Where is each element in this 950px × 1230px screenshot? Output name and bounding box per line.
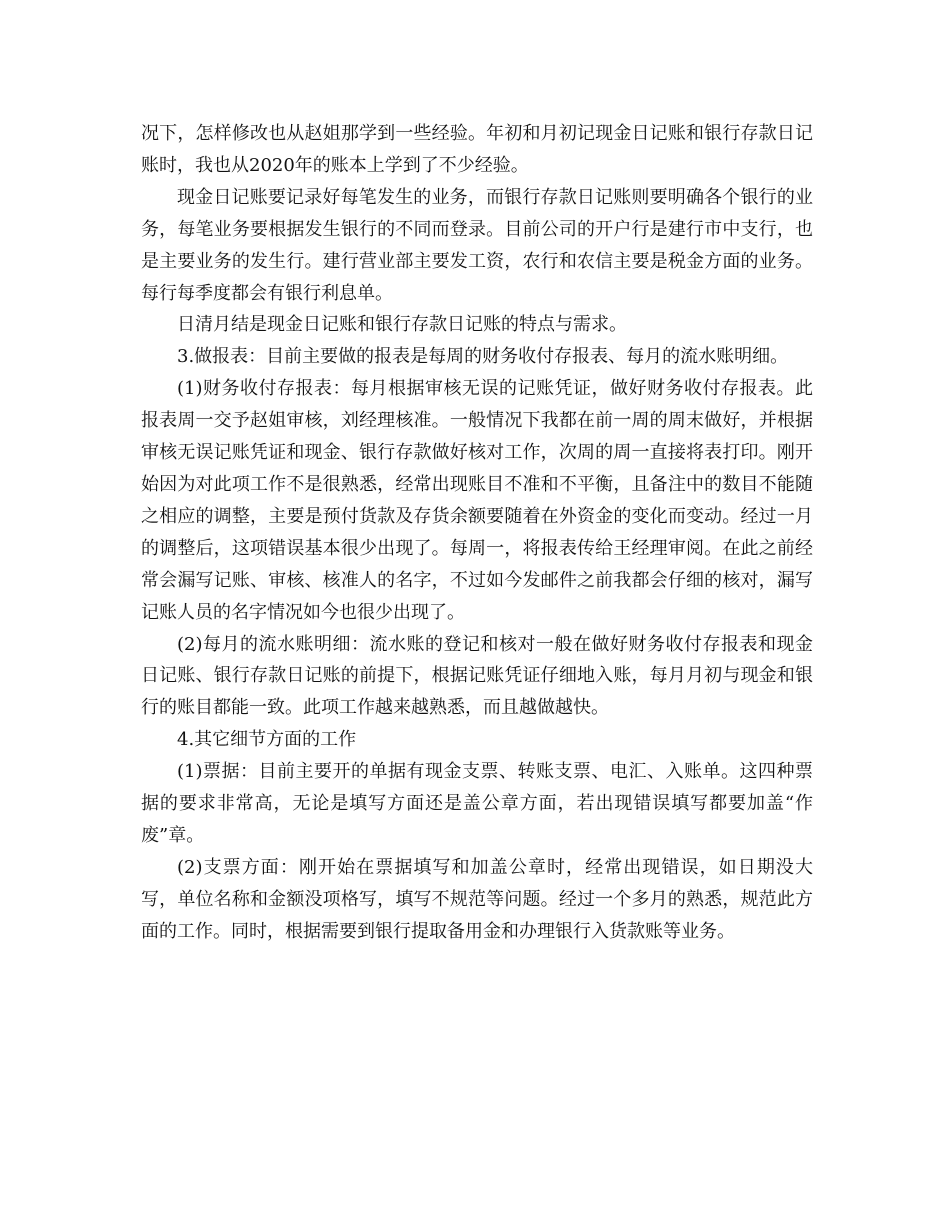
paragraph-daily-settlement: 日清月结是现金日记账和银行存款日记账的特点与需求。 — [177, 314, 627, 336]
section-heading-other-work: 4.其它细节方面的工作 — [177, 729, 357, 751]
paragraph-cheques: (2)支票方面：刚开始在票据填写和加盖公章时，经常出现错误，如日期没大写，单位名称和金额没项格写，填写不规范等问题。经过一个多月的熟悉，规范此方面的工作。同时，根据需要到银行提取备用金和办理银行入货款账等业务。 — [141, 856, 813, 942]
section-heading-reports: 3.做报表：目前主要做的报表是每周的财务收付存报表、每月的流水账明细。 — [177, 346, 789, 368]
paragraph-receipts-report: (1)财务收付存报表：每月根据审核无误的记账凭证，做好财务收付存报表。此报表周一交予赵姐审核，刘经理核准。一般情况下我都在前一周的周末做好，并根据审核无误记账凭证和现金、银行存款做好核对工作，次周的周一直接将表打印。刚开始因为对此项工作不是很熟悉，经常出现账目不准和不平衡，且备注中的数目不能随之相应的调整，主要是预付货款及存货余额要随着在外资金的变化而变动。经过一月的调整后，这项错误基本很少出现了。每周一，将报表传给王经理审阅。在此之前经常会漏写记账、审核、核准人的名字，不过如今发邮件之前我都会仔细的核对，漏写记账人员的名字情况如今也很少出现了。 — [141, 378, 813, 623]
document-body — [141, 118, 813, 948]
paragraph-bills: (1)票据：目前主要开的单据有现金支票、转账支票、电汇、入账单。这四种票据的要求非常高，无论是填写方面还是盖公章方面，若出现错误填写都要加盖“作废”章。 — [141, 761, 813, 846]
paragraph-ledger-detail: (2)每月的流水账明细：流水账的登记和核对一般在做好财务收付存报表和现金日记账、银行存款日记账的前提下，根据记账凭证仔细地入账，每月月初与现金和银行的账目都能一致。此项工作越来越熟悉，而且越做越快。 — [141, 633, 813, 719]
paragraph-continuation: 况下，怎样修改也从赵姐那学到一些经验。年初和月初记现金日记账和银行存款日记账时，我也从2020年的账本上学到了不少经验。 — [141, 123, 813, 176]
paragraph-cash-journal: 现金日记账要记录好每笔发生的业务，而银行存款日记账则要明确各个银行的业务，每笔业务要根据发生银行的不同而登录。目前公司的开户行是建行市中支行，也是主要业务的发生行。建行营业部主要发工资，农行和农信主要是税金方面的业务。每行每季度都会有银行利息单。 — [141, 186, 813, 304]
